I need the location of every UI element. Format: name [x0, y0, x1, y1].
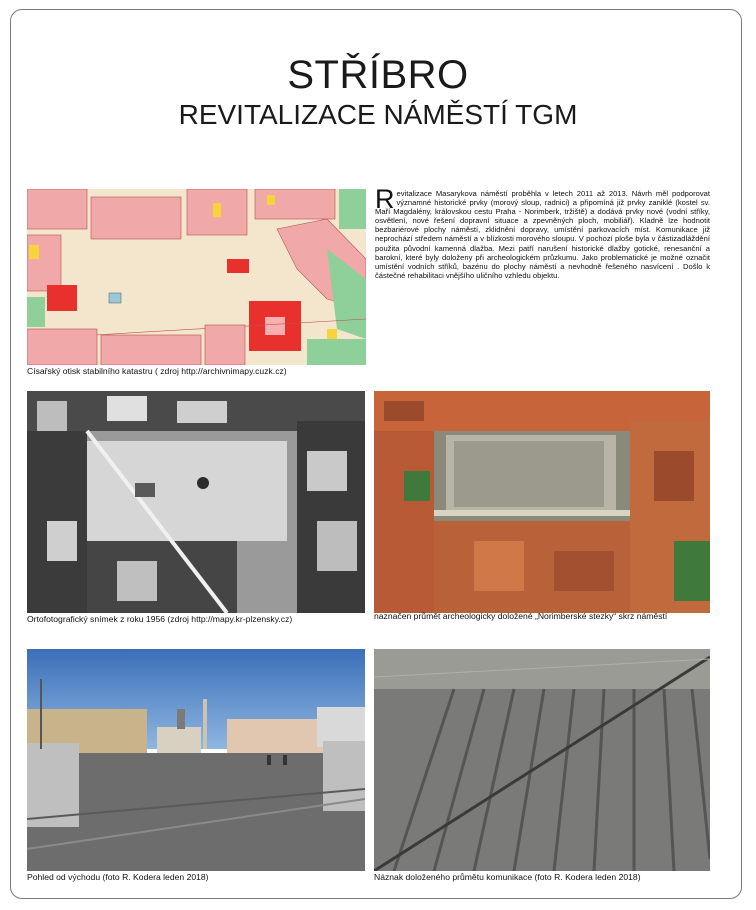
caption-east-view: Pohled od východu (foto R. Kodera leden 2018) [27, 872, 209, 882]
cadastral-map-image [27, 189, 366, 365]
intro-dropcap: R [375, 184, 395, 214]
page-title: STŘÍBRO [287, 53, 469, 97]
orthophoto-1956-image [27, 391, 365, 613]
intro-text: evitalizace Masarykova náměstí proběhla v letech 2011 až 2013. Návrh měl podporovat významné historické prvky (morový sloup, radnici) a připomíná již prvky zaniklé (kostel sv. Maří Magdalény, královskou cestu Praha - Norimberk, tržiště) a dodává prvky nové (vodní stříky, osvětlení, nové řešení dopravní situace a zpevněných ploch, mobiliář). Kladně lze hodnotit bezbariérové plochy náměstí, zklidnění dopravy, umístění parkovacích míst. Komunikace již neprochází středem náměstí a v blízkosti morového sloupu. V pochozí ploše byla v částizadláždění použita původní kamenná dlažba. Mezi patří narušení historické dlažby gotické, renesanční a barokní, které byly doloženy při archeologickém průzkumu. Jako problematické je možné označit umístění vodních stříků, bazénu do plochy náměstí a nevhodně řešeného nasvícení . Došlo k částečné rehabilitaci vnějšího uličního vzhledu objektu. [375, 189, 710, 280]
aerial-photo-image [374, 391, 710, 613]
caption-aerial: naznačen průmět archeologicky doložené „Norimberské stezky“ skrz náměstí [374, 611, 668, 621]
caption-cadastre: Císařský otisk stabilního katastru ( zdroj http://archivnimapy.cuzk.cz) [27, 366, 287, 376]
caption-ortho-1956: Ortofotografický snímek z roku 1956 (zdroj http://mapy.kr-plzensky.cz) [27, 614, 293, 624]
intro-paragraph [375, 184, 710, 280]
caption-paving: Náznak doloženého průmětu komunikace (foto R. Kodera leden 2018) [374, 872, 641, 882]
paving-detail-photo [374, 649, 710, 871]
east-view-photo [27, 649, 365, 871]
page-subtitle: REVITALIZACE NÁMĚSTÍ TGM [178, 99, 578, 130]
